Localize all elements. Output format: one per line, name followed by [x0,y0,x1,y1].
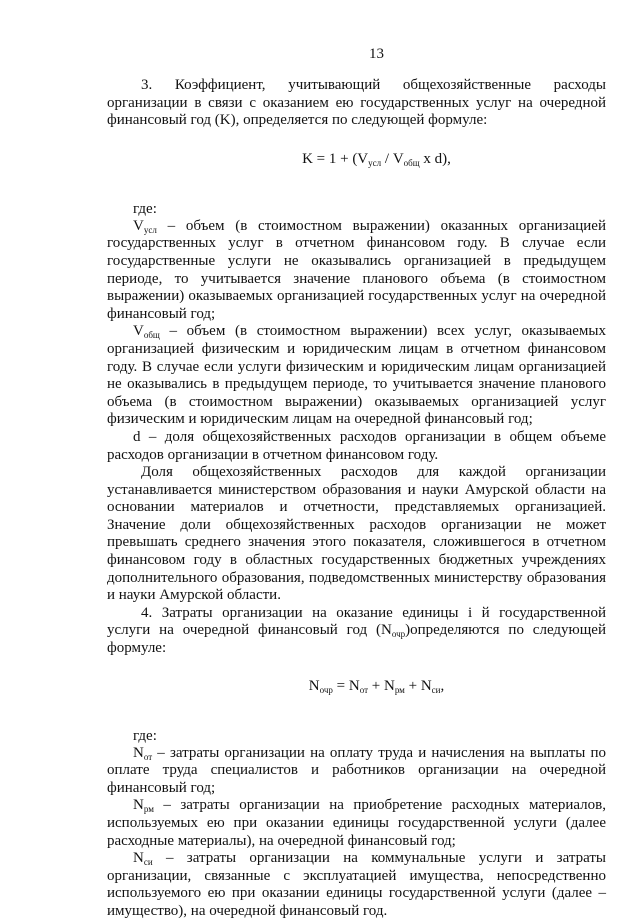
formula-n-sub-si: си [431,684,441,695]
n-si-symbol: N [133,850,144,867]
v-usl-text: – объем (в стоимостном выражении) оказанных организацией государственных услуг в отчетном финансовом году. В случае если государственные услуги не оказывались организацией в предыдущем периоде, то учитывается значение планового объема (в стоимостном выражении) оказываемых организацией государственных услуг на очередной финансовый год; [107,217,606,322]
n-rm-subscript: рм [143,804,154,815]
n-si-subscript: си [143,857,153,868]
n-ot-text: – затраты организации на оплату труда и начисления на выплаты по оплате труда специалистов и работников организации на очередной финансовый год; [107,744,606,796]
v-obsh-symbol: V [133,323,144,340]
definition-n-ot [107,745,606,798]
definition-n-si [107,850,606,920]
formula-n-end: , [440,677,445,694]
v-usl-symbol: V [133,217,144,234]
n-ot-subscript: от [143,751,153,762]
where-label-1: где: [133,200,157,217]
formula-n-plus-1: + N [368,677,395,694]
section-4-intro-a: 4. Затраты организации на оказание единицы i й государственной услуги на очередной финансовый год (N [107,604,606,639]
formula-k-sub-obsh: общ [403,157,420,168]
formula-k-mid: / V [381,150,404,167]
formula-k-sub-usl: усл [368,157,382,168]
n-rm-text: – затраты организации на приобретение расходных материалов, используемых ею при оказании единицы государственной услуги (далее расходные материалы), на очередной финансовый год; [107,797,606,849]
formula-k-rhs: x d), [419,150,451,167]
definition-n-rm [107,797,606,850]
section-4-intro [107,605,606,658]
definition-v-usl [107,218,606,324]
formula-k [147,151,606,168]
where-label-2: где: [133,727,157,744]
formula-n-1: N [308,677,320,694]
v-usl-subscript: усл [143,224,157,235]
section-3-intro: 3. Коэффициент, учитывающий общехозяйственные расходы организации в связи с оказанием ею государственных услуг на очередной финансовый год (K), определяется по следующей формуле: [107,77,606,129]
n-ot-symbol: N [133,744,144,761]
definition-v-obsh [107,323,606,429]
section-4-intro-sub: очр [391,629,406,640]
v-obsh-subscript: общ [143,330,160,341]
formula-n-sub-rm: рм [394,684,405,695]
v-obsh-text: – объем (в стоимостном выражении) всех услуг, оказываемых организацией физическим и юридическим лицам в отчетном финансовом году. В случае если услуги физическим и юридическим лицам организацией не оказывались в предыдущем периоде, то учитывается значение планового объема (в стоимостном выражении) оказываемых организацией услуг физическим и юридическим лицам на очередной финансовый год; [107,323,606,428]
share-paragraph: Доля общехозяйственных расходов для каждой организации устанавливается министерством образования и науки Амурской области на основании материалов и отчетности, представляемых организацией. Значение доли общехозяйственных расходов организации не может превышать среднего значения этого показателя, сложившегося в отчетном финансовом году в областных государственных бюджетных учреждениях дополнительного образования, подведомственных министерству образования и науки Амурской области. [107,464,606,604]
formula-n [147,678,606,695]
definition-d: d – доля общехозяйственных расходов организации в общем объеме расходов организации в отчетном финансовом году. [107,428,606,463]
formula-n-sub-ochr: очр [319,684,333,695]
formula-k-lhs: K = 1 + (V [302,150,369,167]
n-si-text: – затраты организации на коммунальные услуги и затраты организации, связанные с эксплуатацией имущества, непосредственно используемого ею при оказании единицы государственной услуги (далее – имущество), на очередной финансовый год. [107,850,606,919]
formula-n-eq: = N [332,677,360,694]
formula-n-plus-2: + N [404,677,432,694]
section-4-intro-b: )определяются по следующей формуле: [107,622,606,657]
formula-n-sub-ot: от [359,684,369,695]
page-number: 13 [369,46,384,62]
n-rm-symbol: N [133,797,144,814]
